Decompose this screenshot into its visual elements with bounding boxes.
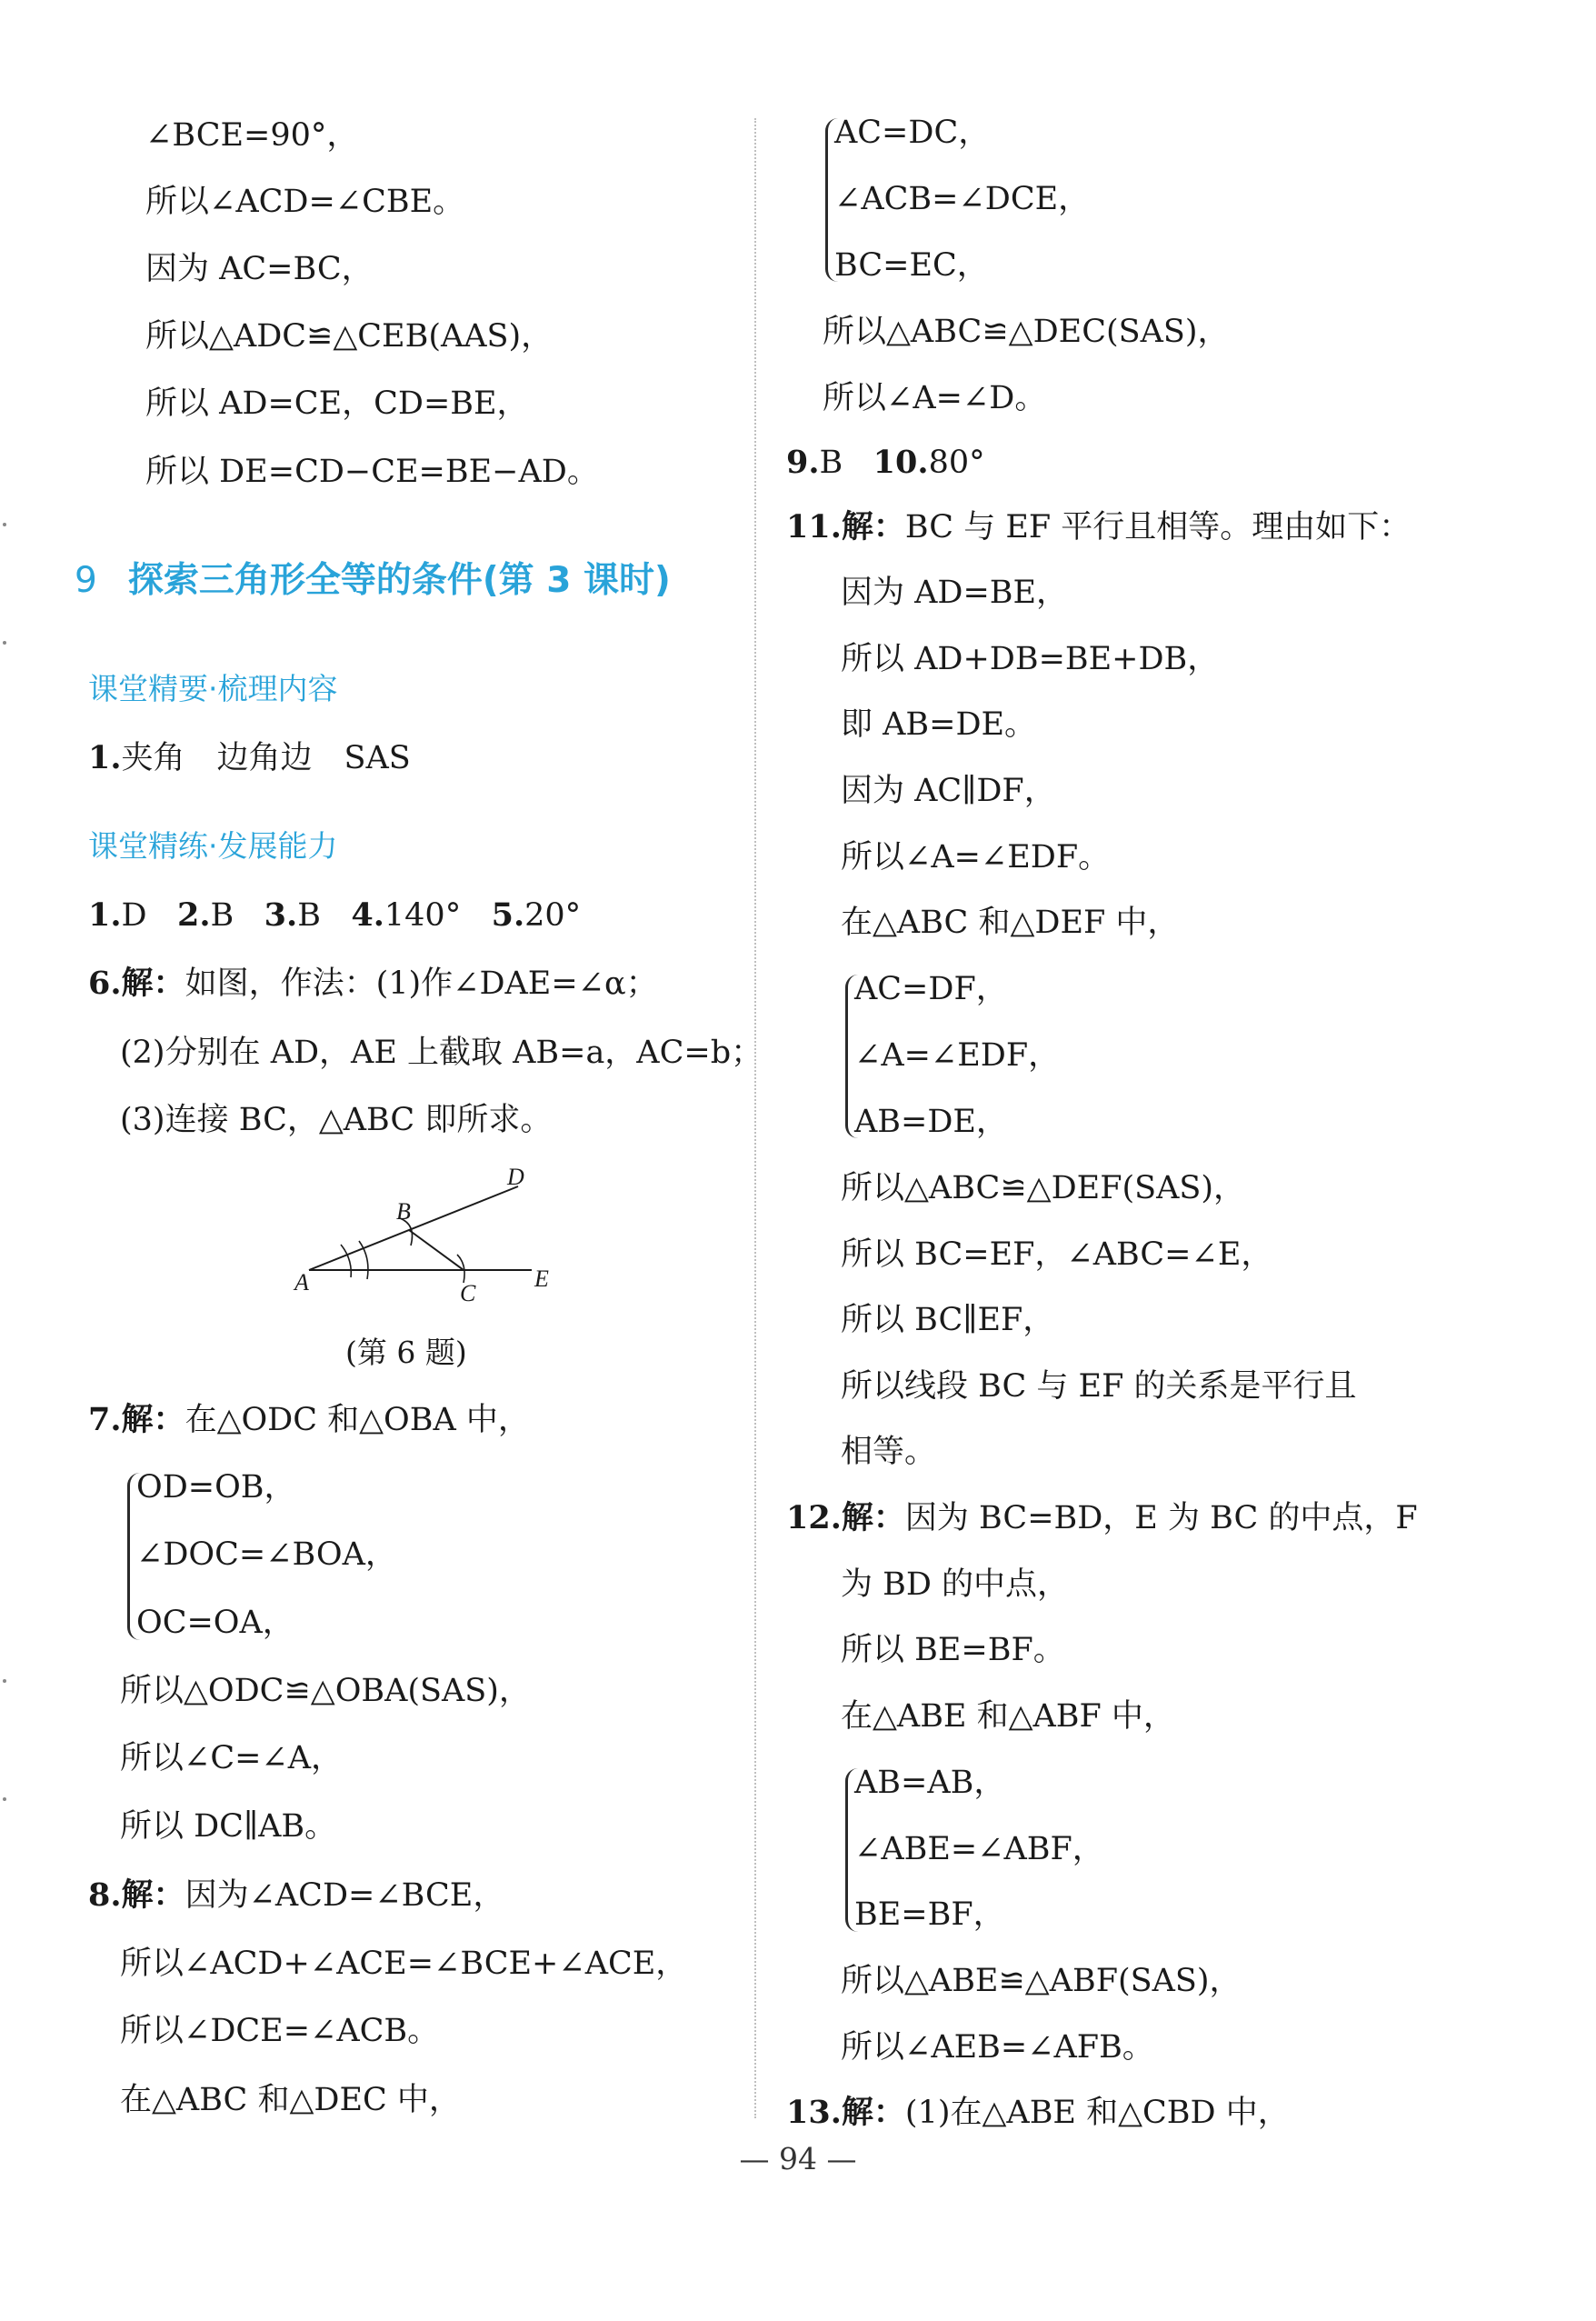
figure-caption: (第 6 题) xyxy=(345,1335,467,1370)
text-line: 所以线段 BC 与 EF 的关系是平行且 xyxy=(841,1368,1357,1405)
text-line: 所以 BC∥EF， xyxy=(841,1302,1055,1338)
question-number: 10. xyxy=(873,444,929,481)
text-line: 即 AB=DE。 xyxy=(841,706,1037,743)
text-line: 因为 AC=BC， xyxy=(145,251,374,287)
brace-line: ∠DOC=∠BOA， xyxy=(136,1536,397,1573)
section-title xyxy=(75,552,671,603)
column-divider xyxy=(754,118,756,2118)
text-line: 在△ABC 和△DEC 中， xyxy=(120,2082,461,2118)
text-line: 在△ABE 和△ABF 中， xyxy=(841,1698,1175,1735)
ray-ad xyxy=(309,1186,518,1270)
text-line: 如图，作法：(1)作∠DAE=∠α； xyxy=(185,965,658,1002)
text-line: 所以 DC∥AB。 xyxy=(120,1808,337,1845)
text-line: 因为 BC=BD，E 为 BC 的中点，F xyxy=(904,1500,1418,1536)
text-line: 相等。 xyxy=(841,1434,937,1470)
question-number: 7. xyxy=(88,1401,122,1438)
text-line: (3)连接 BC，△ABC 即所求。 xyxy=(120,1102,553,1138)
segment-bc xyxy=(409,1230,464,1270)
text-line: 在△ODC 和△OBA 中， xyxy=(185,1402,530,1438)
text-line: 所以∠DCE=∠ACB。 xyxy=(120,2013,440,2049)
sub-heading: 课堂精练·发展能力 xyxy=(88,828,338,864)
margin-dot xyxy=(3,523,6,526)
brace-line: ∠A=∠EDF， xyxy=(854,1037,1061,1074)
answer-text: B xyxy=(819,445,843,481)
solution-label: 解： xyxy=(121,965,185,1002)
label-b: B xyxy=(396,1198,411,1225)
text-line: 所以 BE=BF。 xyxy=(841,1632,1065,1668)
text-line: 所以△ABC≌△DEC(SAS)， xyxy=(823,314,1230,350)
question-number: 2. xyxy=(177,896,211,934)
brace-line: AC=DF， xyxy=(854,971,1008,1007)
brace-line: BC=EC， xyxy=(834,247,989,284)
text-line: 所以∠ACD=∠CBE。 xyxy=(145,184,465,220)
answer-text: 140° xyxy=(384,897,462,934)
question-number: 11. xyxy=(786,508,842,545)
margin-dot xyxy=(3,1679,6,1683)
text-line: (2)分别在 AD，AE 上截取 AB=a，AC=b； xyxy=(120,1035,763,1071)
q6-figure xyxy=(291,1168,582,1314)
text-line: 所以△ODC≌△OBA(SAS)， xyxy=(120,1673,531,1709)
text-line: (1)在△ABE 和△CBD 中， xyxy=(904,2095,1290,2131)
text-line: 所以 BC=EF，∠ABC=∠E， xyxy=(841,1236,1273,1273)
text-line: ∠BCE=90°， xyxy=(145,117,359,154)
question-number: 6. xyxy=(88,965,122,1002)
label-c: C xyxy=(460,1280,476,1306)
text-line: 所以∠AEB=∠AFB。 xyxy=(841,2029,1154,2066)
text-line: 因为 AC∥DF， xyxy=(841,773,1056,809)
q12-line xyxy=(786,1498,1418,1538)
brace-line: BE=BF， xyxy=(854,1896,1005,1933)
margin-dot xyxy=(3,1797,6,1801)
section-number: 9 xyxy=(75,560,97,601)
text-line: 所以∠ACD+∠ACE=∠BCE+∠ACE， xyxy=(120,1946,688,1982)
brace-line: OD=OB， xyxy=(136,1469,296,1506)
text-line: 因为∠ACD=∠BCE， xyxy=(185,1877,505,1914)
brace-line: ∠ABE=∠ABF， xyxy=(854,1831,1104,1867)
solution-label: 解： xyxy=(841,508,905,545)
solution-label: 解： xyxy=(841,2094,905,2131)
text-line: 所以 AD=CE，CD=BE， xyxy=(145,385,529,422)
q13-line xyxy=(786,2093,1290,2133)
arc-mark xyxy=(341,1245,351,1277)
brace-line: ∠ACB=∠DCE， xyxy=(834,181,1091,217)
question-number: 1. xyxy=(88,896,122,934)
answer-text: 夹角 边角边 SAS xyxy=(121,740,411,776)
brace-line: AB=DE， xyxy=(854,1104,1008,1140)
q7-line xyxy=(88,1400,530,1440)
text-line: 所以 AD+DB=BE+DB， xyxy=(841,641,1220,677)
solution-label: 解： xyxy=(121,1876,185,1914)
question-number: 5. xyxy=(491,896,525,934)
label-e: E xyxy=(534,1266,549,1292)
text-line: 所以△ADC≌△CEB(AAS)， xyxy=(145,318,554,355)
question-number: 13. xyxy=(786,2094,842,2131)
text-line: 因为 AD=BE， xyxy=(841,575,1069,611)
solution-label: 解： xyxy=(121,1401,185,1438)
question-number: 4. xyxy=(351,896,384,934)
question-number: 3. xyxy=(264,896,298,934)
question-number: 1. xyxy=(88,739,122,776)
text-line: 所以△ABE≌△ABF(SAS)， xyxy=(841,1963,1242,1999)
answer-text: 20° xyxy=(524,897,582,934)
q8-line xyxy=(88,1876,504,1916)
answers-multiple-choice xyxy=(88,895,581,935)
page-number: — 94 — xyxy=(739,2141,857,2176)
text-line: 所以△ABC≌△DEF(SAS)， xyxy=(841,1170,1246,1206)
answer-line xyxy=(88,738,411,778)
answer-text: 80° xyxy=(928,445,985,481)
text-line: 在△ABC 和△DEF 中， xyxy=(841,905,1180,941)
text-line: 所以 DE=CD−CE=BE−AD。 xyxy=(145,454,599,490)
text-line: BC 与 EF 平行且相等。理由如下： xyxy=(904,509,1411,545)
answers-9-10 xyxy=(786,443,985,483)
section-title-text: 探索三角形全等的条件(第 3 课时) xyxy=(127,560,671,601)
label-a: A xyxy=(294,1269,309,1296)
text-line: 为 BD 的中点， xyxy=(841,1566,1070,1603)
solution-label: 解： xyxy=(841,1499,905,1536)
q6-line xyxy=(88,964,658,1004)
margin-dot xyxy=(3,641,6,645)
question-number: 8. xyxy=(88,1876,122,1914)
answer-text: B xyxy=(297,897,321,934)
q11-line xyxy=(786,507,1411,547)
question-number: 12. xyxy=(786,1499,842,1536)
text-line: 所以∠C=∠A， xyxy=(120,1740,344,1776)
brace-line: AB=AB， xyxy=(854,1765,1006,1801)
answer-text: B xyxy=(210,897,234,934)
answer-text: D xyxy=(121,897,147,934)
text-line: 所以∠A=∠D。 xyxy=(823,380,1047,416)
brace-line: OC=OA， xyxy=(136,1605,294,1641)
label-d: D xyxy=(507,1168,524,1190)
sub-heading: 课堂精要·梳理内容 xyxy=(88,671,338,706)
brace-line: AC=DC， xyxy=(834,115,991,151)
text-line: 所以∠A=∠EDF。 xyxy=(841,839,1111,875)
question-number: 9. xyxy=(786,444,820,481)
